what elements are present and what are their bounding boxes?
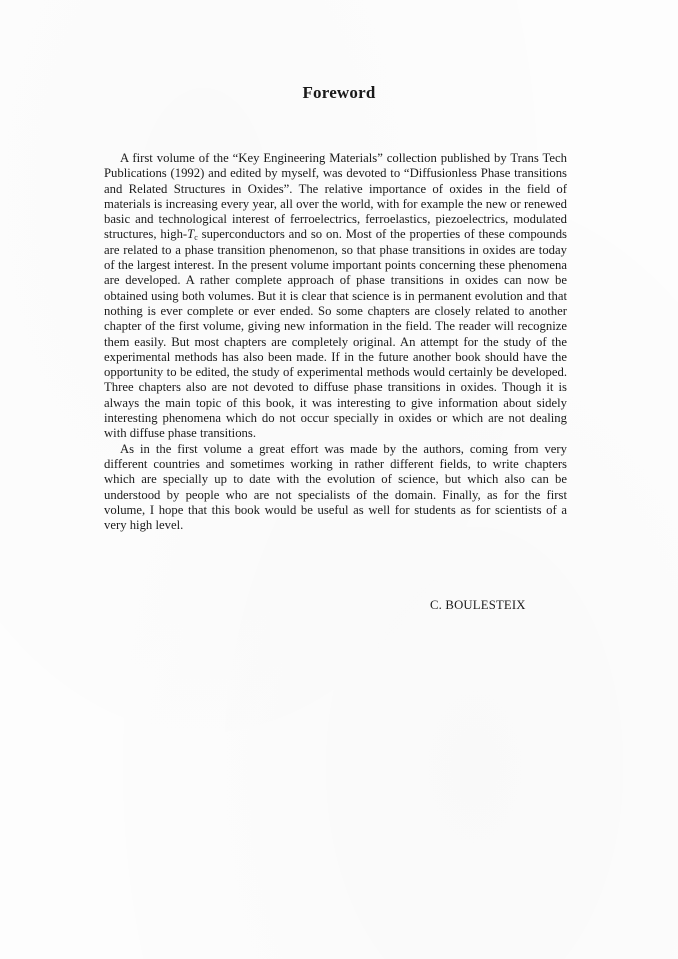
paragraph-1 — [104, 151, 567, 442]
paragraph-2: As in the first volume a great effort was made by the authors, coming from very different countries and sometimes working in rather different fields, to write chapters which are specially up to date with the evolution of science, but which also can be understood by people who are not specialists of the domain. Finally, as for the first volume, I hope that this book would be useful as well for students as for scientists of a very high level. — [104, 441, 567, 533]
paragraph-1-text-a: A first volume of the “Key Engineering Materials” collection published by Trans Tech Publications (1992) and edited by myself, was devoted to “Diffusionless Phase transitions and Related Structures in Oxides”. The relative importance of oxides in the field of materials is increasing every year, all over the world, with for example the new or renewed basic and technological interest of ferroelectrics, ferroelastics, piezoelectrics, modulated structures, high- — [104, 151, 567, 242]
page-title: Foreword — [302, 83, 376, 102]
subscript-c: c — [194, 233, 198, 243]
author-signature: C. BOULESTEIX — [430, 598, 526, 612]
foreword-body — [104, 151, 567, 533]
paragraph-1-text-b: superconductors and so on. Most of the properties of these compounds are related to a phase transition phenomenon, so that phase transitions in oxides are today of the largest interest. In the present volume important points concerning these phenomena are developed. A rather complete approach of phase transitions in oxides can now be obtained using both volumes. But it is clear that science is in permanent evolution and that nothing is ever complete or ever ended. So some chapters are closely related to another chapter of the first volume, giving new information in the field. The reader will recognize them easily. But most chapters are completely original. An attempt for the study of the experimental methods has also been made. If in the future another book should have the opportunity to be edited, the study of experimental methods would certainly be developed. Three chapters also are not devoted to diffuse phase transitions in oxides. Though it is always the main topic of this book, it was interesting to give information about sidely interesting phenomena which do not occur specially in oxides or which are not dealing with diffuse phase transitions. — [104, 227, 567, 441]
italic-t: T — [187, 227, 195, 242]
